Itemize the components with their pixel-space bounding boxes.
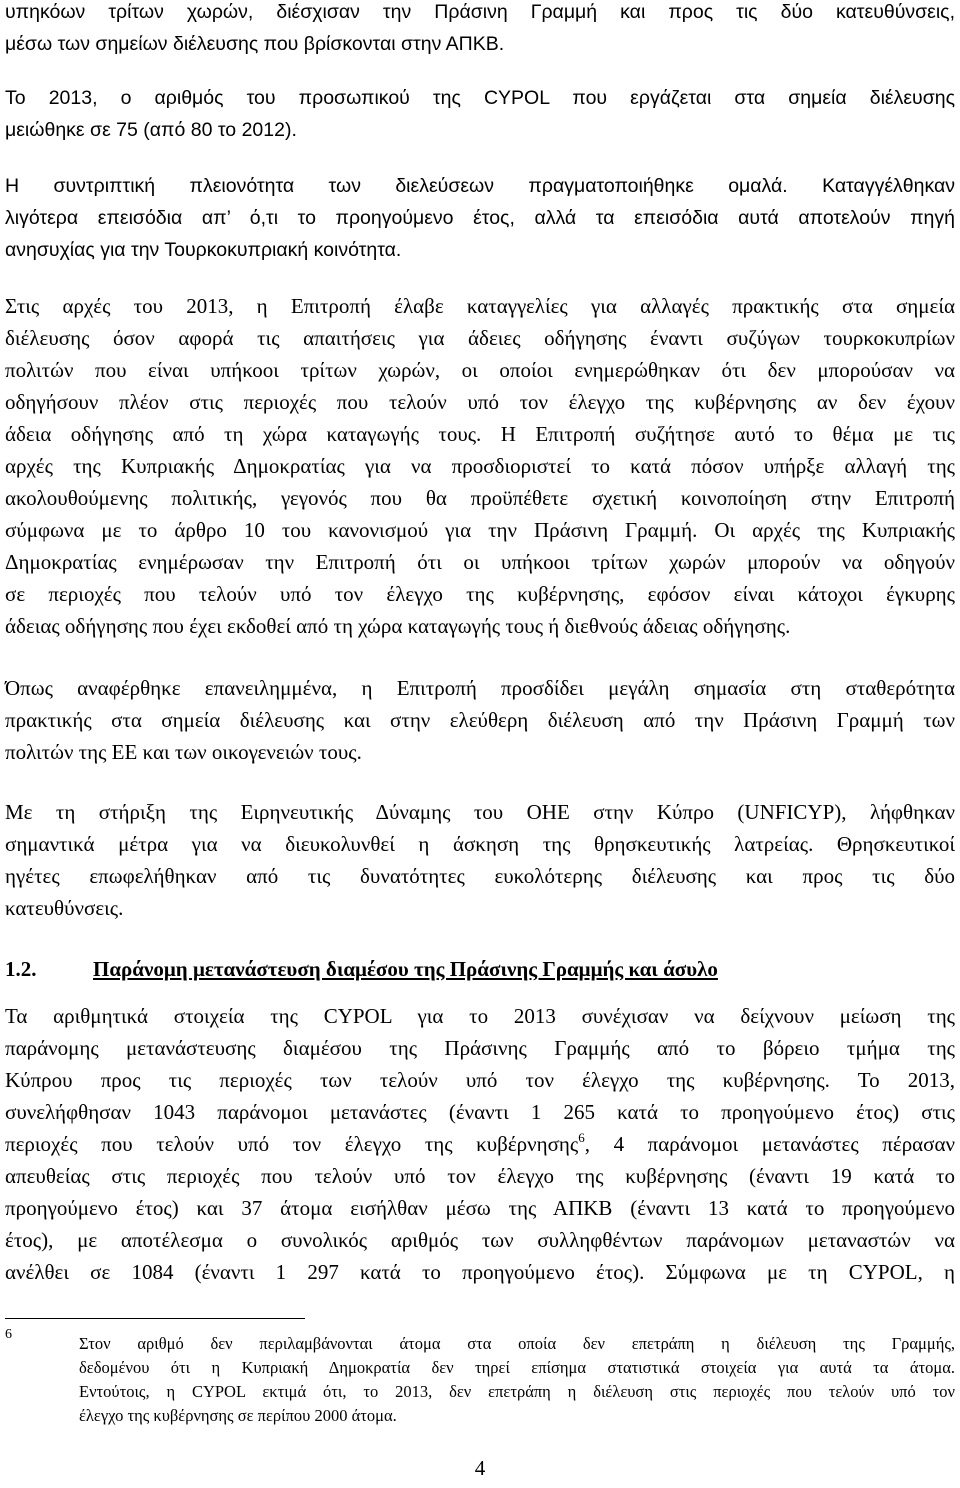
text-line: κατευθύνσεις. xyxy=(5,896,124,920)
text-line: έτος), με αποτέλεσμα ο συνολικός αριθμός των συλληφθέντων παράνομων μεταναστών να xyxy=(5,1228,955,1252)
section-title: Παράνομη μετανάστευση διαμέσου της Πράσινης Γραμμής και άσυλο xyxy=(93,957,718,981)
text-line-with-footnote-ref xyxy=(5,1132,955,1156)
text-line: Τα αριθμητικά στοιχεία της CYPOL για το 2013 συνέχισαν να δείχνουν μείωση της xyxy=(5,1004,955,1028)
page-number: 4 xyxy=(474,1456,486,1480)
text-line: προηγούμενο έτος) και 37 άτομα εισήλθαν μέσω της ΑΠΚΒ (έναντι 13 κατά το προηγούμενο xyxy=(5,1196,955,1220)
text-line: μειώθηκε σε 75 (από 80 το 2012). xyxy=(5,119,297,141)
text-line: σημαντικά μέτρα για να διευκολυνθεί η άσκηση της θρησκευτικής λατρείας. Θρησκευτικοί xyxy=(5,832,955,856)
text-line: άδειας οδήγησης που έχει εκδοθεί από τη χώρα καταγωγής τους ή διεθνούς άδειας οδήγησης. xyxy=(5,614,791,638)
section-heading xyxy=(5,957,955,981)
text-line: μέσω των σημείων διέλευσης που βρίσκονται στην ΑΠΚΒ. xyxy=(5,33,505,55)
text-line: αρχές της Κυπριακής Δημοκρατίας για να προσδιοριστεί το κατά πόσον υπήρξε αλλαγή της xyxy=(5,454,955,478)
text-segment: , 4 παράνομοι μετανάστες πέρασαν xyxy=(584,1132,956,1156)
text-line: Όπως αναφέρθηκε επανειλημμένα, η Επιτροπή προσδίδει μεγάλη σημασία στη σταθερότητα xyxy=(5,676,955,700)
text-line: συνελήφθησαν 1043 παράνομοι μετανάστες (έναντι 1 265 κατά το προηγούμενο έτος) στις xyxy=(5,1100,955,1124)
text-line: σύμφωνα με το άρθρο 10 του κανονισμού για την Πράσινη Γραμμή. Οι αρχές της Κυπριακής xyxy=(5,518,955,542)
text-line: σε περιοχές που τελούν υπό τον έλεγχο της κυβέρνησης, εφόσον είναι κάτοχοι έγκυρης xyxy=(5,582,955,606)
footnote-mark: 6 xyxy=(5,1327,12,1342)
section-number: 1.2. xyxy=(5,957,37,981)
text-line: Με τη στήριξη της Ειρηνευτικής Δύναμης του ΟΗΕ στην Κύπρο (UNFICYP), λήφθηκαν xyxy=(5,800,955,824)
text-line: απευθείας στις περιοχές που τελούν υπό τον έλεγχο της κυβέρνησης (έναντι 19 κατά το xyxy=(5,1164,955,1188)
footnote-line: Εντούτοις, η CYPOL εκτιμά ότι, το 2013, δεν επετράπη η διέλευση στις περιοχές που τελούν υπό τον xyxy=(79,1382,955,1401)
text-line: Κύπρου προς τις περιοχές των τελούν υπό τον έλεγχο της κυβέρνησης. Το 2013, xyxy=(5,1068,955,1092)
footnote-reference[interactable]: 6 xyxy=(578,1130,585,1145)
text-line: παράνομης μετανάστευσης διαμέσου της Πράσινης Γραμμής από το βόρειο τμήμα της xyxy=(5,1036,955,1060)
footnote-line: δεδομένου ότι η Κυπριακή Δημοκρατία δεν τηρεί επίσημα στατιστικά στοιχεία για αυτά τα άτομα. xyxy=(79,1358,955,1377)
text-line: πολιτών της ΕΕ και των οικογενειών τους. xyxy=(5,740,362,764)
text-line: υπηκόων τρίτων χωρών, διέσχισαν την Πράσινη Γραμμή και προς τις δύο κατευθύνσεις, xyxy=(5,1,955,23)
footnote-separator xyxy=(5,1318,305,1319)
text-segment: περιοχές που τελούν υπό τον έλεγχο της κυβέρνησης xyxy=(5,1132,579,1156)
text-line: ηγέτες επωφελήθηκαν από τις δυνατότητες ευκολότερης διέλευσης και προς τις δύο xyxy=(5,864,955,888)
footnote-line: Στον αριθμό δεν περιλαμβάνονται άτομα στα οποία δεν επετράπη η διέλευση της Γραμμής, xyxy=(79,1334,955,1353)
text-line: άδεια οδήγησης από τη χώρα καταγωγής τους. Η Επιτροπή συζήτησε αυτό το θέμα με τις xyxy=(5,422,955,446)
text-line: Η συντριπτική πλειονότητα των διελεύσεων πραγματοποιήθηκε ομαλά. Καταγγέλθηκαν xyxy=(5,175,955,197)
footnote-line: έλεγχο της κυβέρνησης σε περίπου 2000 άτομα. xyxy=(79,1406,397,1425)
text-line: διέλευσης όσον αφορά τις απαιτήσεις για άδειες οδήγησης έναντι συζύγων τουρκοκυπρίων xyxy=(5,326,955,350)
text-line: Δημοκρατίας ενημέρωσαν την Επιτροπή ότι οι υπήκοοι τρίτων χωρών μπορούν να οδηγούν xyxy=(5,550,955,574)
text-line: ανησυχίας για την Τουρκοκυπριακή κοινότητα. xyxy=(5,239,402,261)
text-line: ακολουθούμενης πολιτικής, γεγονός που θα προϋπέθετε σχετική κοινοποίηση στην Επιτροπή xyxy=(5,486,955,510)
text-line: Το 2013, ο αριθμός του προσωπικού της CYPOL που εργάζεται στα σημεία διέλευσης xyxy=(5,87,955,109)
text-line: λιγότερα επεισόδια απ’ ό,τι το προηγούμενο έτος, αλλά τα επεισόδια αυτά αποτελούν πηγή xyxy=(5,207,955,229)
text-line: οδηγήσουν πλέον στις περιοχές που τελούν υπό τον έλεγχο της κυβέρνησης αν δεν έχουν xyxy=(5,390,955,414)
text-line: ανέλθει σε 1084 (έναντι 1 297 κατά το προηγούμενο έτος). Σύμφωνα με τη CYPOL, η xyxy=(5,1260,955,1284)
text-line: Στις αρχές του 2013, η Επιτροπή έλαβε καταγγελίες για αλλαγές πρακτικής στα σημεία xyxy=(5,294,955,318)
text-line: πολιτών που είναι υπήκοοι τρίτων χωρών, οι οποίοι ενημερώθηκαν ότι δεν μπορούσαν να xyxy=(5,358,955,382)
text-line: πρακτικής στα σημεία διέλευσης και στην ελεύθερη διέλευση από την Πράσινη Γραμμή των xyxy=(5,708,955,732)
